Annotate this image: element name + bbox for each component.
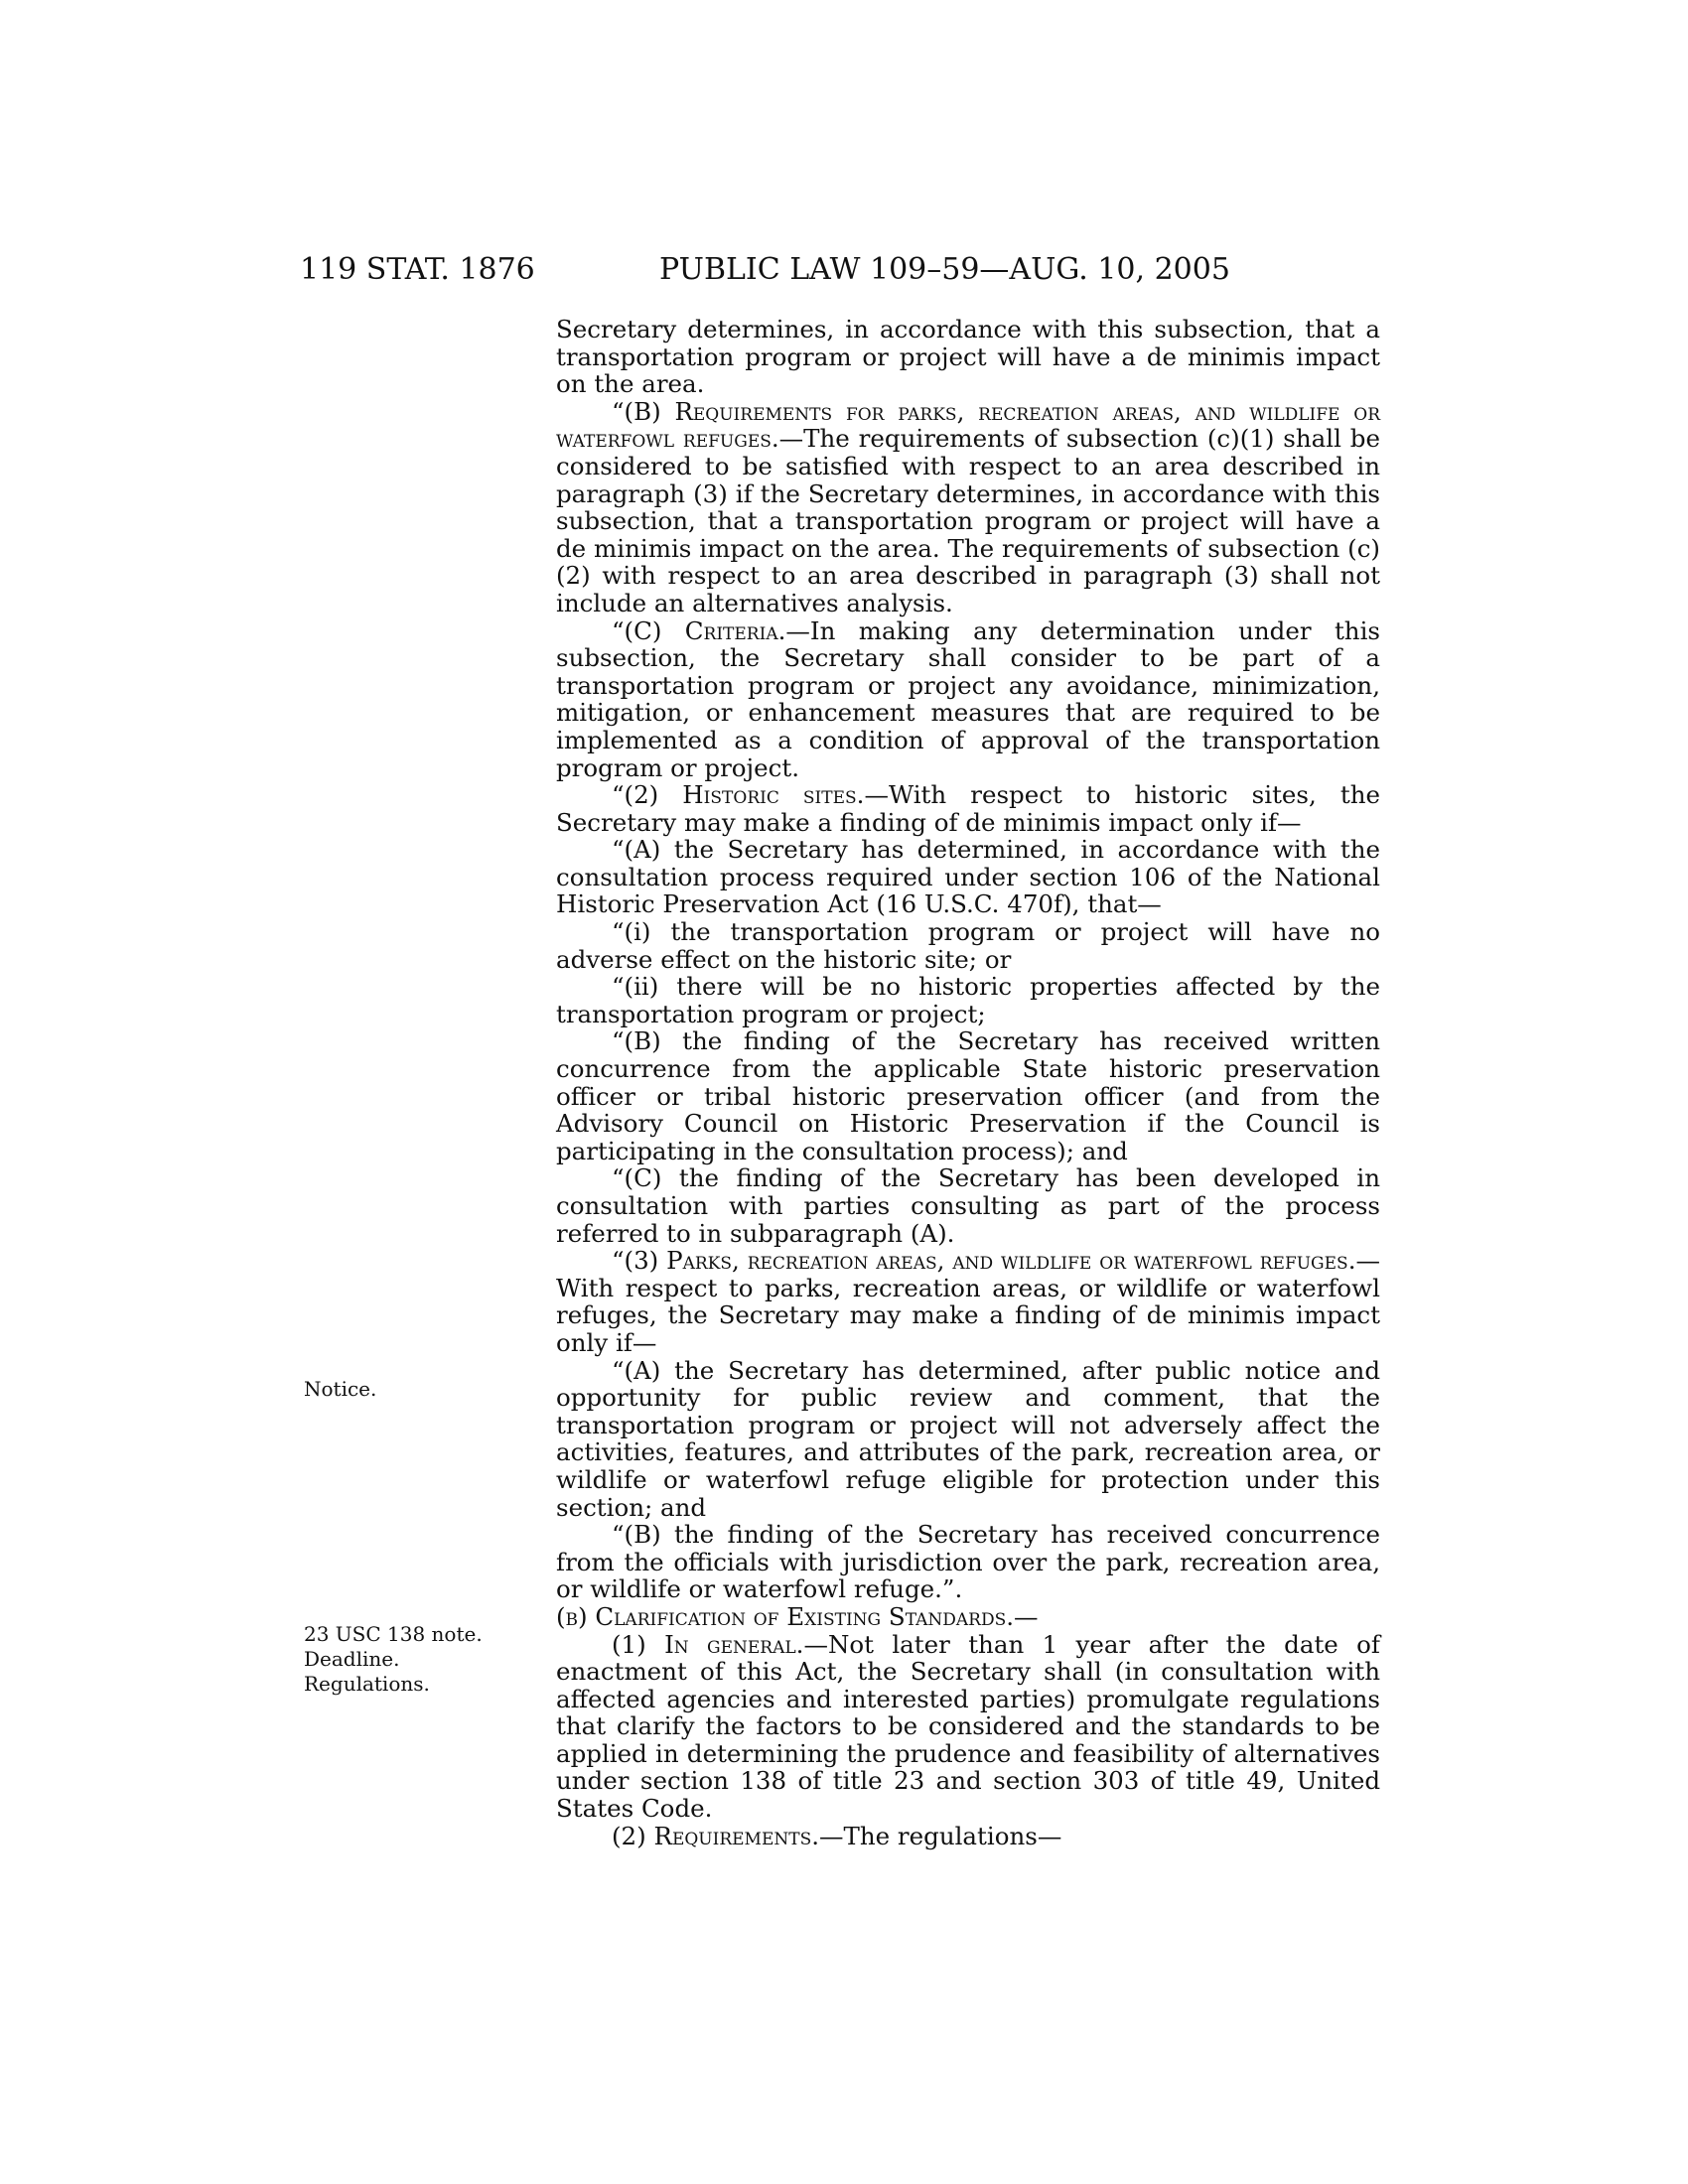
- margin-note-text: Notice.: [304, 1377, 377, 1401]
- paragraph-text: —With respect to historic sites, the Secretary may make a finding of de minimis impact only if—: [556, 780, 1380, 837]
- paragraph: “(i) the transportation program or project will have no adverse effect on the historic site; or: [556, 917, 1380, 974]
- public-law-title: PUBLIC LAW 109–59—AUG. 10, 2005: [659, 252, 1230, 287]
- margin-note-deadline: Deadline.: [304, 1647, 400, 1671]
- margin-note-notice: [304, 1377, 492, 1402]
- paragraph: [556, 617, 1380, 782]
- paragraph-heading: (b) Clarification of Existing Standards.: [556, 1601, 1015, 1631]
- paragraph: “(A) the Secretary has determined, in accordance with the consultation process required under section 106 of the National Historic Preservation Act (16 U.S.C. 470f), that—: [556, 835, 1380, 919]
- margin-note-usc: 23 USC 138 note.: [304, 1622, 483, 1646]
- paragraph: [556, 1603, 1380, 1631]
- paragraph: “(A) the Secretary has determined, after public notice and opportunity for public review and comment, that the transportation program or project will not adversely affect the activities, features, and attributes of the park, recreation area, or wildlife or waterfowl refuge eligible for protection under this section; and: [556, 1355, 1380, 1522]
- paragraph-heading: (2) Requirements.: [612, 1821, 820, 1850]
- paragraph-heading: (1) In general.: [612, 1629, 804, 1659]
- paragraph: Secretary determines, in accordance with this subsection, that a transportation program or project will have a de minimis impact on the area.: [556, 315, 1380, 399]
- paragraph-text: —With respect to parks, recreation areas, or wildlife or waterfowl refuges, the Secretary may make a finding of de minimis impact only if—: [556, 1246, 1380, 1357]
- paragraph: “(ii) there will be no historic properties affected by the transportation program or project;: [556, 972, 1380, 1028]
- paragraph-text: —: [1014, 1601, 1039, 1631]
- paragraph: “(B) the finding of the Secretary has received concurrence from the officials with jurisdiction over the park, recreation area, or wildlife or waterfowl refuge.”.: [556, 1520, 1380, 1604]
- paragraph-text: —The requirements of subsection (c)(1) shall be considered to be satisfied with respect to an area described in paragraph (3) if the Secretary determines, in accordance with this subsection, that a transportation program or project will have a de minimis impact on the area. The requirements of subsection (c)(2) with respect to an area described in paragraph (3) shall not include an alternatives analysis.: [556, 424, 1380, 617]
- paragraph: [556, 1247, 1380, 1356]
- margin-note-regulations: Regulations.: [304, 1672, 430, 1696]
- paragraph-heading: “(2) Historic sites.: [612, 780, 865, 810]
- paragraph-text: —The regulations—: [819, 1821, 1062, 1850]
- paragraph-heading: “(C) Criteria.: [612, 615, 786, 645]
- margin-note-group: [304, 1622, 492, 1697]
- paragraph: “(B) the finding of the Secretary has received written concurrence from the applicable State historic preservation officer or tribal historic preservation officer (and from the Advisory Council on Historic Preservation if the Council is participating in the consultation process); and: [556, 1026, 1380, 1165]
- statute-body: [556, 316, 1380, 1849]
- statute-page-reference: 119 STAT. 1876: [300, 252, 535, 287]
- paragraph-text: —Not later than 1 year after the date of enactment of this Act, the Secretary shall (in consultation with affected agencies and interested parties) promulgate regulations that clarify the factors to be considered and the standards to be applied in determining the prudence and feasibility of alternatives under section 138 of title 23 and section 303 of title 49, United States Code.: [556, 1629, 1380, 1824]
- paragraph-heading: “(B) Requirements for parks, recreation areas, and wildlife or waterfowl refuges.: [556, 396, 1380, 454]
- paragraph-heading: “(3) Parks, recreation areas, and wildlife or waterfowl refuges.: [612, 1246, 1356, 1276]
- paragraph-text: —In making any determination under this subsection, the Secretary shall consider to be part of a transportation program or project any avoidance, minimization, mitigation, or enhancement measures that are required to be implemented as a condition of approval of the transportation program or project.: [556, 615, 1380, 782]
- paragraph: [556, 781, 1380, 836]
- paragraph: “(C) the finding of the Secretary has been developed in consultation with parties consulting as part of the process referred to in subparagraph (A).: [556, 1163, 1380, 1248]
- paragraph: [556, 398, 1380, 617]
- paragraph: [556, 1823, 1380, 1850]
- paragraph: [556, 1631, 1380, 1823]
- page-header: [300, 250, 1372, 290]
